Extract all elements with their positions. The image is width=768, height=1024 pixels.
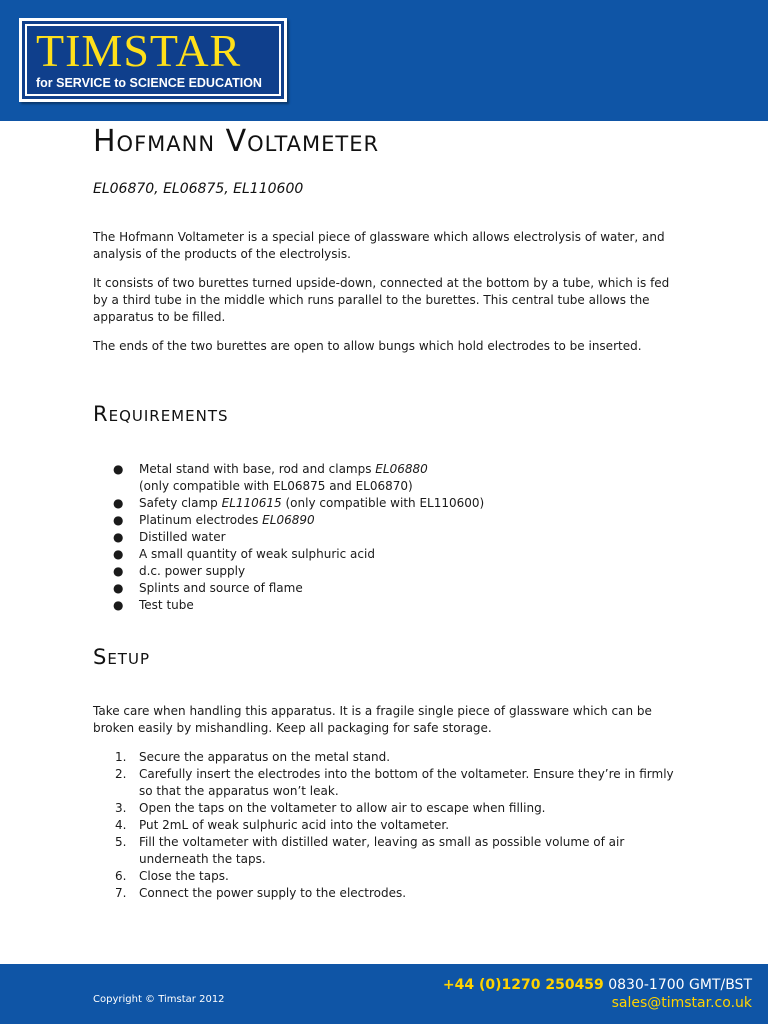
contact-email[interactable]: sales@timstar.co.uk xyxy=(611,995,752,1011)
requirements-heading: Requirements xyxy=(93,402,229,426)
step-number: 3. xyxy=(115,801,127,815)
requirement-note: (only compatible with EL110600) xyxy=(281,496,485,510)
step-number: 7. xyxy=(115,886,127,900)
copyright-notice: Copyright © Timstar 2012 xyxy=(93,994,225,1005)
list-item xyxy=(93,885,683,902)
bullet-icon: ● xyxy=(113,530,124,544)
list-item xyxy=(93,766,683,800)
requirement-text: Splints and source of flame xyxy=(139,581,303,595)
phone-number[interactable]: +44 (0)1270 250459 xyxy=(442,977,604,993)
contact-phone-line xyxy=(443,977,752,993)
list-item xyxy=(93,461,653,495)
list-item xyxy=(93,597,653,614)
step-text: Secure the apparatus on the metal stand. xyxy=(139,750,391,764)
step-text: Connect the power supply to the electrodes. xyxy=(139,886,407,900)
list-item xyxy=(93,868,683,885)
step-number: 5. xyxy=(115,835,127,849)
requirement-text: d.c. power supply xyxy=(139,564,246,578)
intro-paragraph-3: The ends of the two burettes are open to allow bungs which hold electrodes to be inserted. xyxy=(93,339,642,353)
list-item xyxy=(93,580,653,597)
bullet-icon: ● xyxy=(113,496,124,510)
step-text: Put 2mL of weak sulphuric acid into the voltameter. xyxy=(139,818,450,832)
logo-panel xyxy=(22,21,284,99)
bullet-icon: ● xyxy=(113,462,124,476)
requirement-text: Test tube xyxy=(139,598,194,612)
list-item xyxy=(93,817,683,834)
logo-tagline: for SERVICE to SCIENCE EDUCATION xyxy=(36,76,262,90)
step-number: 6. xyxy=(115,869,127,883)
requirement-code: EL06890 xyxy=(262,513,315,527)
requirement-text: Distilled water xyxy=(139,530,226,544)
bullet-icon: ● xyxy=(113,513,124,527)
step-number: 2. xyxy=(115,767,127,781)
requirement-text: Platinum electrodes xyxy=(139,513,263,527)
step-text: Open the taps on the voltameter to allow air to escape when filling. xyxy=(139,801,546,815)
requirement-note: (only compatible with EL06875 and EL06870) xyxy=(139,479,413,493)
bullet-icon: ● xyxy=(113,598,124,612)
list-item xyxy=(93,800,683,817)
office-hours: 0830-1700 GMT/BST xyxy=(603,977,752,993)
list-item xyxy=(93,546,653,563)
list-item xyxy=(93,563,653,580)
requirement-text: Safety clamp xyxy=(139,496,222,510)
step-text: Close the taps. xyxy=(139,869,229,883)
bullet-icon: ● xyxy=(113,564,124,578)
step-number: 4. xyxy=(115,818,127,832)
bullet-icon: ● xyxy=(113,581,124,595)
timstar-logo xyxy=(19,18,287,102)
setup-intro: Take care when handling this apparatus. It is a fragile single piece of glassware which can be broken easily by mishandling. Keep all packaging for safe storage. xyxy=(93,704,652,735)
step-text: Carefully insert the electrodes into the bottom of the voltameter. Ensure they’re in firmly so that the apparatus won’t leak. xyxy=(139,767,674,798)
step-number: 1. xyxy=(115,750,127,764)
bullet-icon: ● xyxy=(113,547,124,561)
requirement-text: A small quantity of weak sulphuric acid xyxy=(139,547,375,561)
requirement-code: EL06880 xyxy=(375,462,428,476)
setup-steps-list xyxy=(93,749,683,902)
step-text: Fill the voltameter with distilled water, leaving as small as possible volume of air underneath the taps. xyxy=(139,835,625,866)
list-item xyxy=(93,512,653,529)
list-item xyxy=(93,495,653,512)
intro-paragraph-1: The Hofmann Voltameter is a special piece of glassware which allows electrolysis of water, and analysis of the products of the electrolysis. xyxy=(93,230,665,261)
requirements-list xyxy=(93,461,653,614)
product-codes: EL06870, EL06875, EL110600 xyxy=(93,181,304,197)
setup-heading: Setup xyxy=(93,645,150,669)
list-item xyxy=(93,529,653,546)
list-item xyxy=(93,834,683,868)
requirement-code: EL110615 xyxy=(221,496,282,510)
page-title: Hofmann Voltameter xyxy=(93,124,380,159)
list-item xyxy=(93,749,683,766)
requirement-text: Metal stand with base, rod and clamps xyxy=(139,462,376,476)
logo-wordmark: TIMSTAR xyxy=(36,25,242,76)
intro-paragraph-2: It consists of two burettes turned upside-down, connected at the bottom by a tube, which is fed by a third tube in the middle which runs parallel to the burettes. This central tube allows the apparatus to be filled. xyxy=(93,276,670,324)
